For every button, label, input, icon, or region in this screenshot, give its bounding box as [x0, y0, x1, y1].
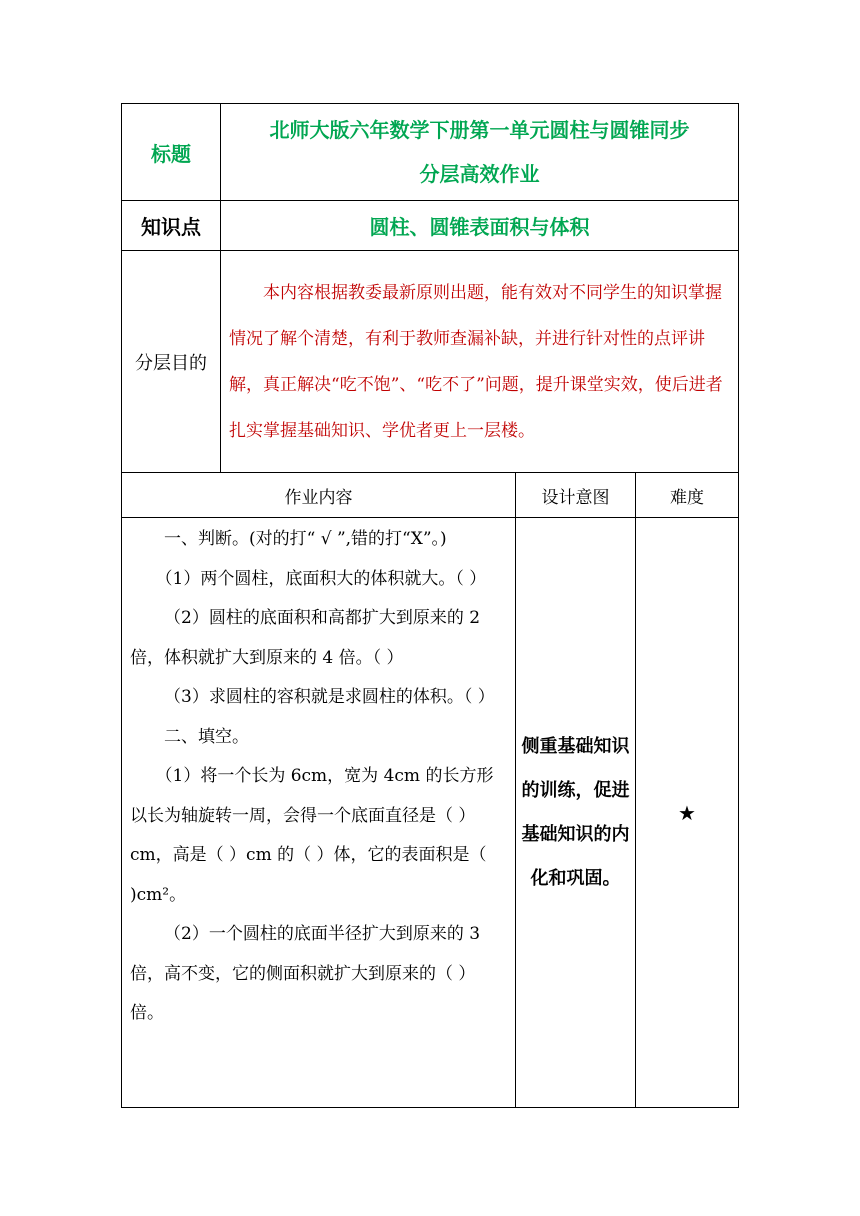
homework-table — [121, 103, 739, 1108]
knowledge-row — [122, 201, 739, 251]
page-title — [221, 104, 739, 201]
title-row — [122, 104, 739, 201]
fill-question-2: （2）一个圆柱的底面半径扩大到原来的 3 倍，高不变，它的侧面积就扩大到原来的（ ）倍。 — [130, 924, 481, 1023]
column-intent-header: 设计意图 — [516, 473, 636, 518]
knowledge-value: 圆柱、圆锥表面积与体积 — [221, 201, 739, 251]
content-row — [122, 518, 739, 1108]
section-judge-heading: 一、判断。(对的打“ √ ”,错的打“X”。) — [164, 529, 447, 549]
purpose-text: 本内容根据教委最新原则出题，能有效对不同学生的知识掌握情况了解个清楚，有利于教师查漏补缺，并进行针对性的点评讲解，真正解决“吃不饱”、“吃不了”问题，提升课堂实效，使后进者扎实掌握基础知识、学优者更上一层楼。 — [221, 251, 739, 473]
title-label: 标题 — [122, 104, 221, 201]
column-difficulty-header: 难度 — [636, 473, 739, 518]
title-line-1: 北师大版六年数学下册第一单元圆柱与圆锥同步 — [269, 118, 690, 142]
fill-question-1: （1）将一个长为 6cm，宽为 4cm 的长方形以长为轴旋转一周，会得一个底面直径是（ ）cm，高是（ ）cm 的（ ）体，它的表面积是（ )cm²。 — [130, 766, 494, 905]
column-header-row — [122, 473, 739, 518]
homework-sheet — [121, 103, 738, 1108]
homework-content — [122, 518, 516, 1108]
purpose-label: 分层目的 — [122, 251, 221, 473]
knowledge-label: 知识点 — [122, 201, 221, 251]
title-line-2: 分层高效作业 — [419, 162, 540, 186]
judge-question-3: （3）求圆柱的容积就是求圆柱的体积。（ ） — [164, 687, 495, 707]
judge-question-1: （1）两个圆柱，底面积大的体积就大。（ ） — [155, 568, 487, 589]
judge-question-2: （2）圆柱的底面积和高都扩大到原来的 2 倍，体积就扩大到原来的 4 倍。（ ） — [130, 608, 481, 668]
column-content-header: 作业内容 — [122, 473, 516, 518]
section-fill-heading: 二、填空。 — [164, 726, 249, 747]
design-intent: 侧重基础知识的训练，促进基础知识的内化和巩固。 — [516, 518, 636, 1108]
difficulty-rating: ★ — [636, 518, 739, 1108]
purpose-row — [122, 251, 739, 473]
